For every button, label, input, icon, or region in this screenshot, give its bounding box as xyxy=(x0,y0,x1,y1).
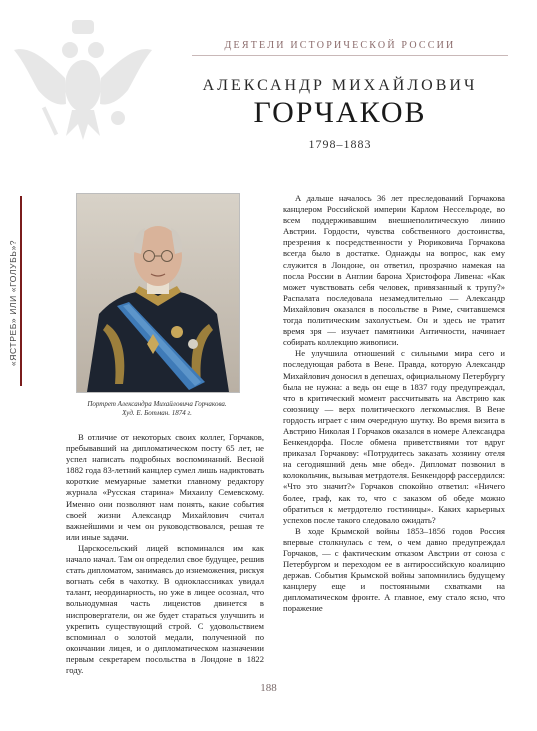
portrait-image xyxy=(76,193,240,393)
paragraph: Царскосельский лицей вспоминался им как начало начал. Там он определил свое будущее, решив стать дипломатом, занимаясь до изнеможения, рискуя вогнать себя в чахотку. В одноклассниках увидал талант, неординарность, но уже в лицее осознал, что вольнодумная часть лицеистов двинется в ниспровергатели, он же будет стараться улучшить и укрепить существующий строй. С удовольствием вспоминал о золотой медали, полученной по окончании лицея, и о дипломатическом назначении первым секретарем посольства в Лондоне в 1822 году. xyxy=(66,542,264,675)
header-divider xyxy=(192,55,508,56)
running-title: ДЕЯТЕЛИ ИСТОРИЧЕСКОЙ РОССИИ xyxy=(224,40,456,51)
chapter-title-first-names: АЛЕКСАНДР МИХАЙЛОВИЧ xyxy=(202,77,478,94)
paragraph: В отличие от некоторых своих коллег, Горчаков, пребывавший на дипломатическом посту 65 лет, не успел написать подробных воспоминаний. Весной 1882 года 83-летний канцлер сумел лишь надиктовать короткие мемуарные заметки главному редактору журнала «Русская старина» Михаилу Семевскому. Именно они позволяют нам понять, какие события своей жизни Александр Михайлович считал важнейшими и чем он руководствовался, решая те или иные задачи. xyxy=(66,432,264,542)
page-number: 188 xyxy=(260,682,277,694)
body-text-left-column xyxy=(66,432,264,676)
life-dates: 1798–1883 xyxy=(308,137,372,151)
body-text-right-column xyxy=(283,193,505,615)
portrait-caption xyxy=(66,400,248,418)
chapter-title-surname: ГОРЧАКОВ xyxy=(253,96,427,129)
portrait-caption-line-2: Худ. Е. Ботман. 1874 г. xyxy=(122,409,192,417)
double-headed-eagle-emblem xyxy=(8,6,158,156)
portrait-caption-line-1: Портрет Александра Михайловича Горчакова. xyxy=(87,400,227,408)
portrait-illustration xyxy=(77,194,239,392)
side-heading-bar xyxy=(20,196,22,386)
side-heading-text: «ЯСТРЕБ» ИЛИ «ГОЛУБЬ»? xyxy=(8,239,18,367)
paragraph: Не улучшила отношений с сильными мира сего и последующая работа в Вене. Правда, которую Александр Михайлович доносил в депешах, официальному Петербургу была не нужна: а ведь он еще в 1837 году предупреждал, что в критический момент рассчитывать на Австрию как союзницу — верх политического легкомыслия. В Вене гордость играет с ним очередную шутку. Во время визита в Австрию Николая I Горчаков оказался в номере Александра Бенкендорфа. После обмена приветствиями тот вдруг приказал Горчакову: «Потрудитесь заказать хозяину отеля на сегодняшний день мне обед». Дипломат позвонил в колокольчик, вызывая метрдотеля. Бенкендорф рассердился: «Что это значит?» Горчаков спокойно ответил: «Ничего более, граф, как то, что с заказом об обеде можно обратиться к метрдотелю гостиницы». Каких карьерных успехов после такого следовало ожидать? xyxy=(283,348,505,525)
paragraph: А дальше началось 36 лет преследований Горчакова канцлером Российской империи Карлом Нессельроде, во всем поддерживавшим внешнеполитическую линию Австрии. Гордости, чувства собственного достоинства, презрения к посредственности у Рюриковича Горчакова всегда было в достатке. Однажды на вопрос, как ему служится в Лондоне, он ответил, прозрачно намекая на посла России в Англии барона Христофора Ливена: «Как может чувствовать себя человек, привязанный к трупу?» Распалата последовала незамедлительно — Александр Михайлович оказался в посольстве в Риме, считавшемся тогда политическим захолустьем. Он и здесь не тратит время зря — изучает памятники Античности, начинает собирать коллекцию живописи. xyxy=(283,193,505,348)
paragraph: В ходе Крымской войны 1853–1856 годов Россия впервые столкнулась с тем, о чем давно предупреждал Горчаков, — с фактическим отказом Австрии от союза с Петербургом и переходом ее в антироссийскую коалицию держав. События Крымской войны запомнились будущему канцлеру еще и постоянными схватками на дипломатическом фронте. А главное, ему стало ясно, что поражение xyxy=(283,525,505,614)
